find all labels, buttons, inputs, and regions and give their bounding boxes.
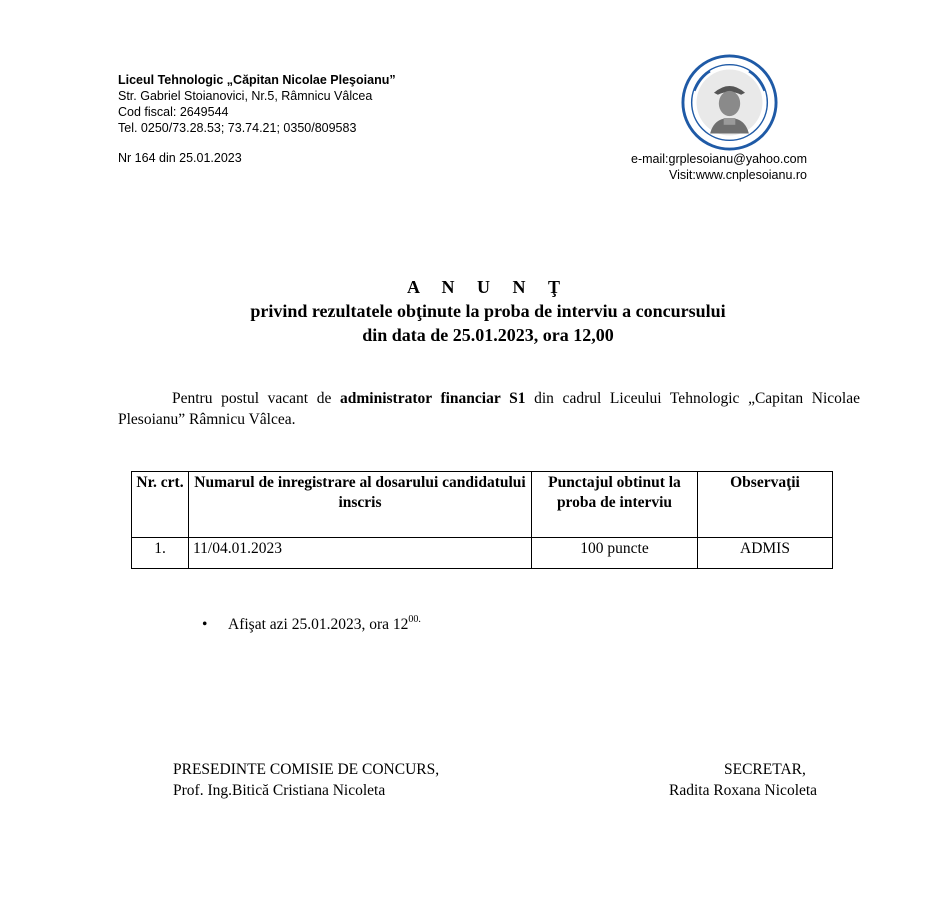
table-header-row (132, 472, 833, 538)
intro-text-after: din cadrul Liceului Tehnologic „Capitan Nicolae Plesoianu” Râmnicu Vâlcea. (118, 390, 860, 428)
school-logo-icon (681, 54, 778, 151)
intro-text-before: Pentru postul vacant de (172, 390, 340, 407)
cell-score: 100 puncte (532, 538, 698, 569)
website-link[interactable]: Visit:www.cnplesoianu.ro (668, 168, 807, 182)
secretary-name: Radita Roxana Nicoleta (669, 782, 818, 799)
header-nr: Nr. crt. (132, 472, 189, 538)
president-role: PRESEDINTE COMISIE DE CONCURS, (173, 761, 440, 778)
title-announcement: A N U N Ţ (406, 277, 569, 297)
posted-notice (202, 609, 421, 636)
cell-registration: 11/04.01.2023 (189, 538, 532, 569)
title-date: din data de 25.01.2023, ora 12,00 (362, 325, 614, 345)
results-table (131, 471, 833, 569)
announcement-title (0, 275, 926, 347)
contact-info (631, 151, 807, 183)
secretary-role: SECRETAR, (724, 761, 806, 778)
cell-notes: ADMIS (698, 538, 833, 569)
notice-superscript: 00. (408, 614, 421, 625)
phone-numbers: Tel. 0250/73.28.53; 73.74.21; 0350/809583 (118, 121, 357, 135)
header-score: Punctajul obtinut la proba de interviu (532, 472, 698, 538)
intro-paragraph (118, 388, 860, 430)
header-registration: Numarul de inregistrare al dosarului candidatului inscris (189, 472, 532, 538)
email-link[interactable]: e-mail:grplesoianu@yahoo.com (631, 152, 807, 166)
cell-nr: 1. (132, 538, 189, 569)
position-name: administrator financiar S1 (339, 390, 526, 407)
president-name: Prof. Ing.Bitică Cristiana Nicoleta (173, 782, 386, 799)
title-subject: privind rezultatele obţinute la proba de interviu a concursului (250, 301, 726, 321)
notice-text: Afişat azi 25.01.2023, ora 12 (228, 616, 409, 633)
fiscal-code: Cod fiscal: 2649544 (118, 105, 229, 119)
header-notes: Observaţii (698, 472, 833, 538)
school-name: Liceul Tehnologic „Căpitan Nicolae Pleşoianu” (118, 73, 396, 87)
table-row (132, 538, 833, 569)
bullet-icon: • (202, 616, 208, 633)
school-address: Str. Gabriel Stoianovici, Nr.5, Râmnicu Vâlcea (118, 89, 373, 103)
school-header (118, 72, 396, 136)
secretary-signature (640, 759, 850, 801)
registration-number: Nr 164 din 25.01.2023 (118, 151, 242, 165)
president-signature (173, 759, 439, 801)
